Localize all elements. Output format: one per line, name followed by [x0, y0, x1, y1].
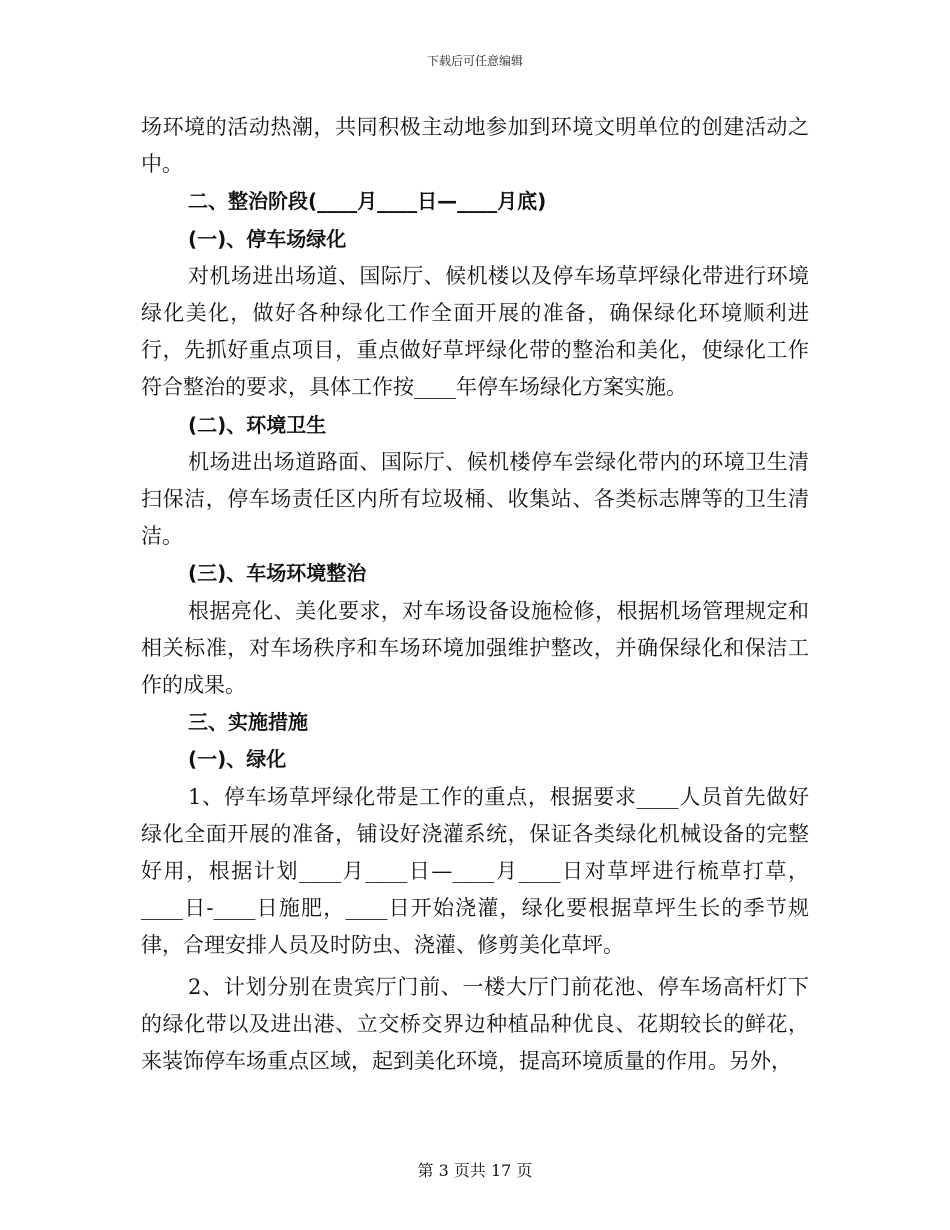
subsection-heading-greening: (一)、绿化	[188, 747, 287, 772]
page-header: 下载后可任意编辑	[426, 54, 523, 68]
document-body	[141, 109, 809, 1080]
subsection-heading-environment-hygiene: (二)、环境卫生	[188, 412, 327, 437]
subsection-heading-parking-greening: (一)、停车场绿化	[188, 226, 347, 251]
paragraph-item-2: 2、计划分别在贵宾厅门前、一楼大厅门前花池、停车场高杆灯下的绿化带以及进出港、立交桥交界边种植品种优良、花期较长的鲜花，来装饰停车场重点区域，起到美化环境，提高环境质量的作用。另外，	[141, 974, 809, 1074]
paragraph-item-1: 1、停车场草坪绿化带是工作的重点，根据要求____人员首先做好绿化全面开展的准备，铺设好浇灌系统，保证各类绿化机械设备的完整好用，根据计划____月____日—____月____日对草坪进行梳草打草，____日-____日施肥，____日开始浇灌，绿化要根据草坪生长的季节规律，合理安排人员及时防虫、浇灌、修剪美化草坪。	[141, 784, 809, 958]
section-heading-2: 二、整治阶段(____月____日—____月底)	[188, 189, 547, 214]
subsection-heading-parking-rectification: (三)、车场环境整治	[188, 561, 367, 586]
paragraph-environment-hygiene: 机场进出场道路面、国际厅、候机楼停车尝绿化带内的环境卫生清扫保洁，停车场责任区内所有垃圾桶、收集站、各类标志牌等的卫生清洁。	[141, 449, 809, 549]
paragraph-parking-greening: 对机场进出场道、国际厅、候机楼以及停车场草坪绿化带进行环境绿化美化，做好各种绿化工作全面开展的准备，确保绿化环境顺利进行，先抓好重点项目，重点做好草坪绿化带的整治和美化，使绿化工作符合整治的要求，具体工作按____年停车场绿化方案实施。	[141, 263, 809, 400]
page-footer: 第 3 页共 17 页	[417, 1161, 533, 1180]
section-heading-3: 三、实施措施	[188, 710, 308, 735]
paragraph-parking-rectification: 根据亮化、美化要求，对车场设备设施检修，根据机场管理规定和相关标准，对车场秩序和车场环境加强维护整改，并确保绿化和保洁工作的成果。	[141, 598, 809, 698]
paragraph-continuation: 场环境的活动热潮，共同积极主动地参加到环境文明单位的创建活动之中。	[141, 115, 809, 177]
